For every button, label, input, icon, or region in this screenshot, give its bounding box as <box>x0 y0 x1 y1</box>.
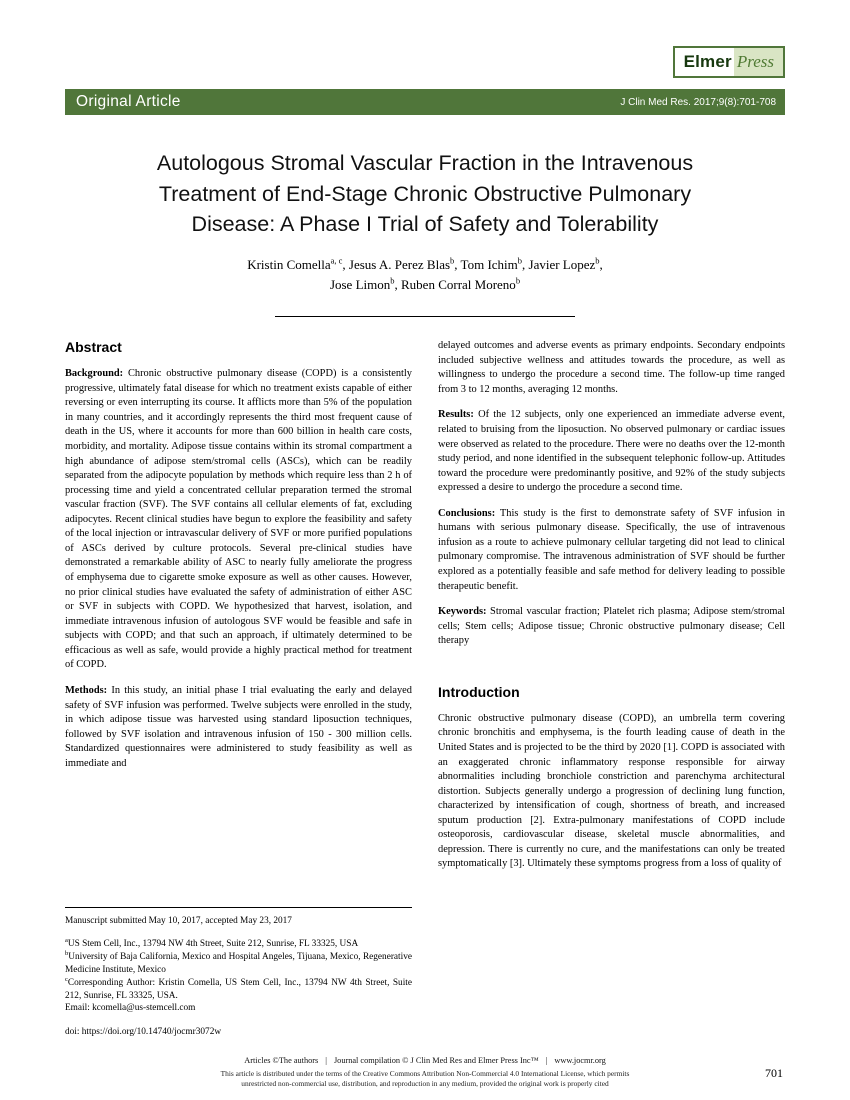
license-line-1: This article is distributed under the terms of the Creative Commons Attribution Non-Commercial 4.0 International License, which permits <box>220 1068 630 1078</box>
author-5-affil-sup: b <box>390 276 395 287</box>
affiliation-a-text: US Stem Cell, Inc., 13794 NW 4th Street, Suite 212, Sunrise, FL 33325, USA <box>67 939 359 950</box>
results-text: Of the 12 subjects, only one experienced an immediate adverse event, related to bruising from the liposuction. No observed pulmonary or cardiac issues were observed as related to the procedure. There were no deaths over the 12-month study period, and none identified in the subsequent telephonic follow-up. Attitudes toward the procedure were predominantly positive, and 92% of the study subjects expressed a desire to undergo the procedure a second time. <box>438 409 785 494</box>
elmerpress-logo <box>673 46 785 78</box>
affiliation-b-text: University of Baja California, Mexico and Hospital Angeles, Tijuana, Mexico, Regenerative Medicine Institute, Mexico <box>65 952 412 975</box>
conclusions-label: Conclusions: <box>438 507 496 519</box>
introduction-heading: Introduction <box>438 683 520 700</box>
author-3: Tom Ichim$^b$, <box>460 255 529 272</box>
author-6-affil-sup: b <box>515 276 521 287</box>
title-separator-rule <box>275 316 575 317</box>
logo-press-text: Press <box>734 48 783 76</box>
author-4: Javier Lopez$^b$, <box>528 255 603 272</box>
methods-paragraph <box>65 684 412 771</box>
corresponding-author-sup: c <box>65 975 68 983</box>
background-paragraph <box>65 367 412 673</box>
author-2: Jesus A. Perez Blas$^b$, <box>348 255 461 272</box>
conclusions-text: This study is the first to demonstrate safety of SVF infusion in humans with serious pulmonary disease. Specifically, the use of intravenous infusion as a route to achieve pulmonary cellular targeting did not lead to clinical pulmonary compromise. The intravenous administration of SVF should be further explored as a potentially feasible and safe method for delivery leading to possible therapeutic benefit. <box>438 507 785 592</box>
author-3-affil-sup: b <box>517 255 523 266</box>
background-label: Background: <box>65 368 124 380</box>
keywords-paragraph <box>438 605 785 649</box>
two-column-body <box>65 339 785 1039</box>
corresponding-author-text: Corresponding Author: Kristin Comella, US Stem Cell, Inc., 13794 NW 4th Street, Suite 212, Sunrise, FL 33325, USA. <box>65 977 412 1001</box>
logo-elmer-text: Elmer <box>683 52 732 71</box>
affiliation-a <box>65 938 412 951</box>
email-link[interactable]: Email: kcomella@us-stemcell.com <box>65 1003 196 1014</box>
footer-separator: | <box>545 1056 548 1066</box>
footer-copyright-line <box>65 1054 785 1068</box>
author-line-2 <box>65 275 785 296</box>
article-type-bar <box>65 89 785 115</box>
article-type-label: Original Article <box>76 93 181 110</box>
footer-separator: | <box>325 1056 327 1066</box>
background-text: Chronic obstructive pulmonary disease (COPD) is a consistently progressive, ultimately fatal disease for which no treatment exists capable of either reversing or even interrupting its course. It afflicts more than 5% of the population in many countries, and it accordingly represents the third most frequent cause of death in the US, where it accounts for more than 600 billion in health care costs, morbidity, and mortality. Adipose tissue contains within its stromal compartment a high abundance of adipose stem/stromal cells (ASCs), which can be readily separated from the adipocyte population by methods which require less than 2 h of processing time and yield a concentrated cellular preparation termed the stromal vascular fraction (SVF). The SVF contains all cellular elements of fat, excluding adipocytes. Recent clinical studies have begun to explore the feasibility and safety of the local injection or intravascular delivery of SVF or more purified populations of ASCs derived by culture protocols. Several pre-clinical studies have demonstrated a remarkable ability of ASC to nearly fully ameliorate the progress of emphysema due to cigarette smoke exposure as well as other causes. However, no prior clinical studies have evaluated the safety of administration of either ASC or SVF in subjects with COPD. We hypothesized that harvest, isolation, and immediate intravenous infusion of autologous SVF would be feasible and safe in subjects with COPD; and that such an approach, if ultimately determined to be efficacious as well as safe, would provide a highly practical method for treatment of COPD. <box>65 368 412 671</box>
doi-link[interactable]: doi: https://doi.org/10.14740/jocmr3072w <box>65 1027 222 1038</box>
abstract-continued-text: delayed outcomes and adverse events as primary endpoints. Secondary endpoints included subjective wellness and attitudes towards the procedure, as well as willingness to undergo the procedure a second time. The follow-up time ranged from 3 to 12 months, averaging 12 months. <box>438 340 785 395</box>
author-6: Ruben Corral Moreno$^b$ <box>401 276 521 293</box>
footer-text-block <box>65 1054 785 1090</box>
author-line-1 <box>65 255 785 276</box>
manuscript-history: Manuscript submitted May 10, 2017, accepted May 23, 2017 <box>65 915 292 926</box>
author-2-affil-sup: b <box>450 255 455 266</box>
keywords-text: Stromal vascular fraction; Platelet rich plasma; Adipose stem/stromal cells; Stem cells; Adipose tissue; Chronic obstructive pulmonary disease; Cell therapy <box>438 606 785 647</box>
keywords-label: Keywords: <box>438 606 487 618</box>
page-number: 701 <box>765 1066 783 1080</box>
affiliation-b-sup: b <box>65 950 69 958</box>
author-4-affil-sup: b <box>595 255 600 266</box>
introduction-text: Chronic obstructive pulmonary disease (COPD), an umbrella term covering chronic bronchitis and emphysema, is the fourth leading cause of death in the United States and is projected to be the third by 2020 [1]. COPD is associated with an exaggerated chronic inflammatory response responsible for airway abnormalities including bronchiole constriction and parenchyma architectural distortion. Subjects generally undergo a progression of declining lung function, characterized by intensification of cough, shortness of breath, and increased sputum production [2]. Extra-pulmonary manifestations of COPD include osteoporosis, cardiovascular disease, skeletal muscle abnormalities, and depression. There is currently no cure, and the manifestations can only be treated symptomatically [3]. Ultimately these symptoms progress from a loss of quality of <box>438 712 785 870</box>
page-footer <box>65 1054 785 1090</box>
journal-citation: J Clin Med Res. 2017;9(8):701-708 <box>620 96 776 108</box>
logo-row <box>65 46 785 78</box>
affiliation-a-sup: a <box>65 937 68 945</box>
corresponding-author <box>65 977 412 1003</box>
conclusions-paragraph <box>438 507 785 594</box>
right-column <box>438 339 785 1039</box>
results-label: Results: <box>438 409 474 421</box>
author-1: Kristin Comella$^{a, c}$, <box>247 255 349 272</box>
author-list <box>65 255 785 297</box>
left-column <box>65 339 412 1039</box>
article-title: Autologous Stromal Vascular Fraction in the Intravenous Treatment of End-Stage Chronic Obstructive Pulmonary Disease: A Phase I Trial of Safety and Tolerability <box>156 151 694 237</box>
footer-articles-text: Articles ©The authors <box>244 1056 319 1066</box>
methods-label: Methods: <box>65 684 108 696</box>
footer-website-link[interactable]: www.jocmr.org <box>554 1056 606 1066</box>
affiliation-b <box>65 951 412 977</box>
license-line-2: unrestricted non-commercial use, distribution, and reproduction in any medium, provided the original work is properly cited <box>241 1079 609 1089</box>
results-paragraph <box>438 408 785 495</box>
methods-text: In this study, an initial phase I trial evaluating the early and delayed safety of SVF infusion was performed. Twelve subjects were enrolled in the study, in which adipose tissue was harvested using standard liposuction techniques, followed by SVF isolation and intravenous infusion of 150 - 300 million cells. Standardized questionnaires were administered to study feasibility as well as immediate and <box>65 684 412 769</box>
author-1-affil-sup: a, c <box>330 255 343 266</box>
author-5: Jose Limon$^b$, <box>329 276 401 293</box>
footer-compilation-text: Journal compilation © J Clin Med Res and Elmer Press Inc™ <box>333 1056 539 1066</box>
footnotes-block <box>65 907 412 1040</box>
abstract-heading: Abstract <box>65 339 122 356</box>
